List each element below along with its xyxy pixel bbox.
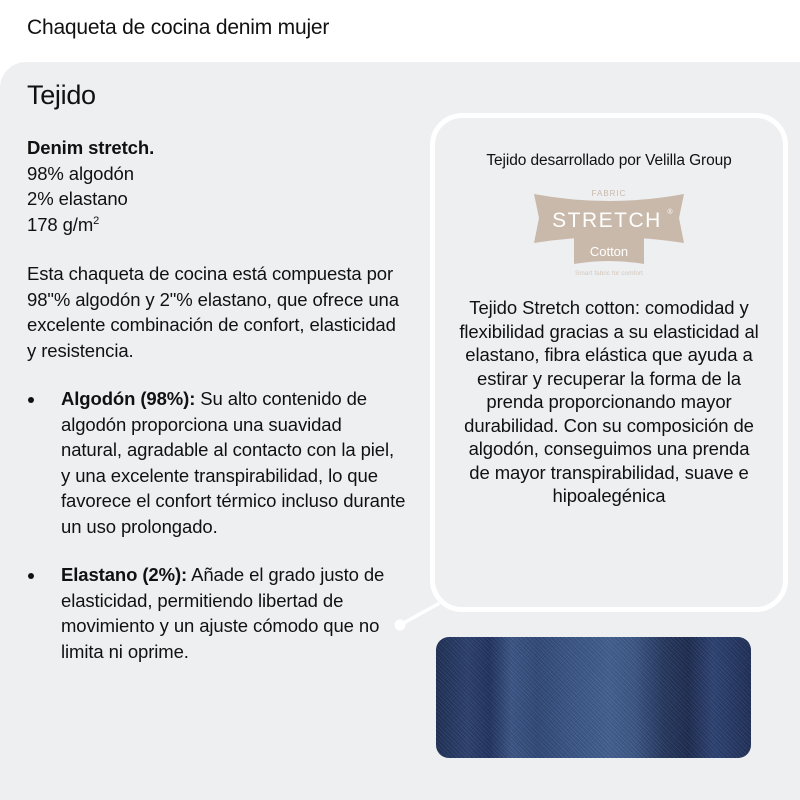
fabric-weight <box>27 212 407 238</box>
section-title: Tejido <box>27 80 96 110</box>
denim-swatch-image <box>436 637 751 758</box>
bullet-label: Elastano (2%): <box>61 564 188 585</box>
bullet-label: Algodón (98%): <box>61 388 196 409</box>
svg-text:®: ® <box>667 209 673 216</box>
fabric-weight-exponent: 2 <box>93 214 100 227</box>
fabric-description: Esta chaqueta de cocina está compuesta por 98"% algodón y 2"% elastano, que ofrece una excelente combinación de confort, elasticidad y resistencia. <box>27 263 399 361</box>
fabric-details <box>27 135 407 687</box>
list-item-cotton <box>27 386 407 539</box>
svg-text:FABRIC: FABRIC <box>591 189 627 198</box>
bullet-icon <box>28 573 34 579</box>
callout-body: Tejido Stretch cotton: comodidad y flexibilidad gracias a su elasticidad al elastano, fibra elástica que ayuda a estirar y recuperar la forma de la prenda proporcionando mayor durabilidad. Con su composición de algodón, conseguimos una prenda de mayor transpirabilidad, suave e hipoalegénica <box>459 297 759 506</box>
stretch-logo-icon <box>529 186 689 278</box>
stretch-cotton-logo <box>529 186 689 278</box>
list-item-elastane <box>27 562 407 664</box>
svg-text:Cotton: Cotton <box>589 244 629 259</box>
svg-text:Smart fabric for comfort: Smart fabric for comfort <box>575 270 643 277</box>
fabric-weight-value: 178 g/m <box>27 213 94 235</box>
svg-text:STRETCH: STRETCH <box>552 209 662 232</box>
elastane-composition: 2% elastano <box>27 188 128 209</box>
fabric-callout <box>430 113 788 612</box>
page-title: Chaqueta de cocina denim mujer <box>27 16 330 39</box>
fabric-name: Denim stretch. <box>27 137 155 158</box>
bullet-text: Su alto contenido de algodón proporciona una suavidad natural, agradable al contacto con la piel, y una excelente transpirabilidad, lo que favorece el confort térmico incluso durante un uso prolongado. <box>61 388 406 537</box>
bullet-icon <box>28 397 34 403</box>
bullet-text: Añade el grado justo de elasticidad, permitiendo libertad de movimiento y un ajuste cómodo que no limita ni oprime. <box>61 564 385 662</box>
callout-heading: Tejido desarrollado por Velilla Group <box>486 152 732 169</box>
cotton-composition: 98% algodón <box>27 162 134 184</box>
composition-list <box>27 386 407 664</box>
